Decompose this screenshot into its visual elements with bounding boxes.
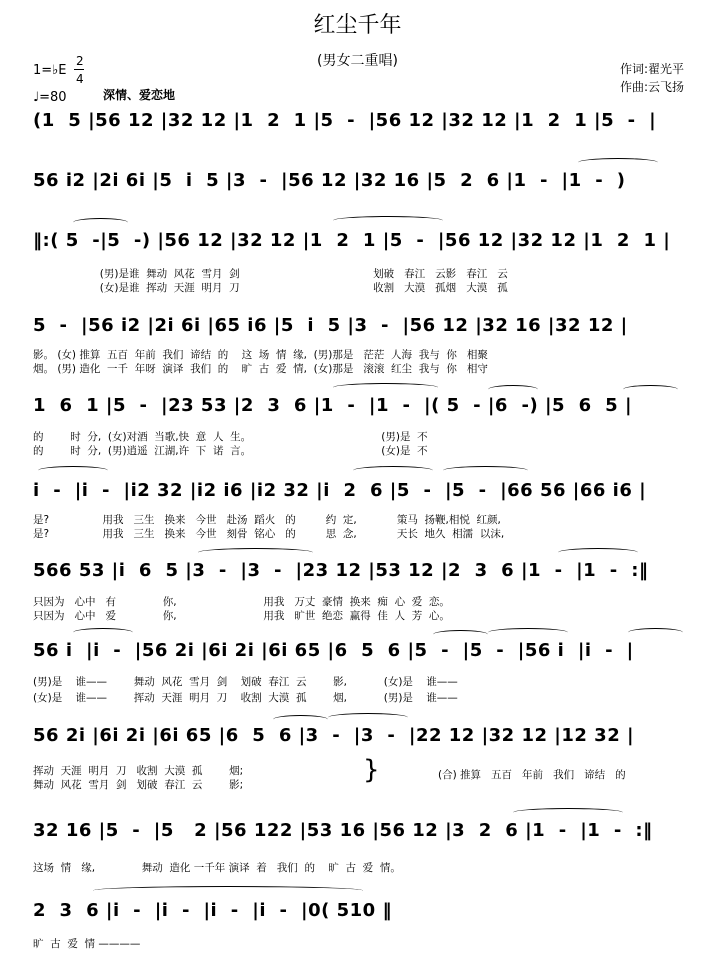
tie-mark [93,886,363,895]
notation-line: (1 5 |56 12 |32 12 |1 2 1 |5 - |56 12 |32 12 |1 2 1 |5 - | [33,110,657,131]
lyric-line-1: 旷 古 爱 情 ———— [33,938,141,950]
lyric-line-2: 是? 用我 三生 换来 今世 刻骨 铭心 的 思 念, 天长 地久 相濡 以沫, [33,528,505,540]
tie-mark [558,548,638,557]
slur-mark [273,715,328,724]
slur-mark [333,216,443,225]
lyricist-credit: 作词:翟光平 [620,62,685,76]
tie-mark [198,548,313,557]
lyric-line-2: 的 时 分, (男)逍遥 江湖,许 下 诺 言。 (女)是 不 [33,445,428,457]
slur-mark [488,385,538,394]
song-subtitle: (男女二重唱) [317,53,398,69]
time-signature-line [74,69,84,70]
slur-mark [433,630,488,639]
notation-line: i - |i - |i2 32 |i2 i6 |i2 32 |i 2 6 |5 - |5 - |66 56 |66 i6 | [33,480,647,501]
lyric-line-2: 烟。 (男) 造化 一千 年呀 演译 我们 的 旷 古 爱 情, (女)那是 滚滚 红尘 我与 你 相守 [33,363,488,375]
notation-line: 2 3 6 |i - |i - |i - |i - |0( 510 ‖ [33,900,392,921]
lyric-line-1: 只因为 心中 有 你, 用我 万丈 豪情 换来 痴 心 爱 恋。 [33,596,450,608]
key-signature: 1=♭E [33,63,67,78]
notation-line: 56 i |i - |56 2i |6i 2i |6i 65 |6 5 6 |5 - |5 - |56 i |i - | [33,640,634,661]
chorus-lyric-line: (合) 推算 五百 年前 我们 谛结 的 [438,769,626,781]
tie-mark [328,713,408,722]
tie-mark [73,628,133,637]
time-signature-top: 2 [76,54,84,68]
tie-mark [488,628,568,637]
lyric-line-2: 舞动 风花 雪月 剑 划破 春江 云 影; [33,779,244,791]
notation-line: 5 - |56 i2 |2i 6i |65 i6 |5 i 5 |3 - |56 12 |32 16 |32 12 | [33,315,628,336]
lyric-line-2: 只因为 心中 爱 你, 用我 旷世 绝恋 赢得 佳 人 芳 心。 [33,610,450,622]
notation-line: 56 i2 |2i 6i |5 i 5 |3 - |56 12 |32 16 |5 2 6 |1 - |1 - ) [33,170,626,191]
song-title: 红尘千年 [313,13,402,38]
tempo-marking: ♩=80 [33,90,67,105]
lyric-line-female: (女)是谁 挥动 天涯 明月 刀 收割 大漠 孤烟 大漠 孤 [33,282,508,294]
lyric-line-1: 挥动 天涯 明月 刀 收割 大漠 孤 烟; [33,765,244,777]
notation-line: 32 16 |5 - |5 2 |56 122 |53 16 |56 12 |3 2 6 |1 - |1 - :‖ [33,820,653,841]
lyric-line-1: (男)是 谁—— 舞动 风花 雪月 剑 划破 春江 云 影, (女)是 谁—— [33,676,458,688]
notation-line: 566 53 |i 6 5 |3 - |3 - |23 12 |53 12 |2 3 6 |1 - |1 - :‖ [33,560,649,581]
tie-mark [628,628,683,637]
tie-mark [333,383,438,392]
expression-marking: 深情、爱恋地 [103,88,176,102]
notation-line: 1 6 1 |5 - |23 53 |2 3 6 |1 - |1 - |( 5 - |6 -) |5 6 5 | [33,395,633,416]
composer-credit: 作曲:云飞扬 [620,80,685,94]
notation-line: 56 2i |6i 2i |6i 65 |6 5 6 |3 - |3 - |22 12 |32 12 |12 32 | [33,725,635,746]
tie-mark [73,218,128,227]
tie-mark [38,466,108,475]
lyric-line-1: 这场 情 缘, 舞动 造化 一千年 演译 着 我们 的 旷 古 爱 情。 [33,862,401,874]
tie-mark [578,158,658,167]
slur-mark [623,385,678,394]
lyric-line-1: 是? 用我 三生 换来 今世 赴汤 蹈火 的 约 定, 策马 扬鞭,相悦 红颜, [33,514,501,526]
lyric-line-1: 影。 (女) 推算 五百 年前 我们 谛结 的 这 场 情 缘, (男)那是 茫茫 人海 我与 你 相聚 [33,349,488,361]
voice-brace: } [363,755,380,785]
tie-mark [513,808,623,817]
slur-mark [353,466,433,475]
lyric-line-1: 的 时 分, (女)对酒 当歌,快 意 人 生。 (男)是 不 [33,431,428,443]
lyric-line-male: (男)是谁 舞动 风花 雪月 剑 划破 春江 云影 春江 云 [33,268,508,280]
notation-line: ‖:( 5 -|5 -) |56 12 |32 12 |1 2 1 |5 - |56 12 |32 12 |1 2 1 | [33,230,671,251]
tie-mark [443,466,528,475]
lyric-line-2: (女)是 谁—— 挥动 天涯 明月 刀 收割 大漠 孤 烟, (男)是 谁—— [33,692,458,704]
time-signature-bottom: 4 [76,72,84,86]
